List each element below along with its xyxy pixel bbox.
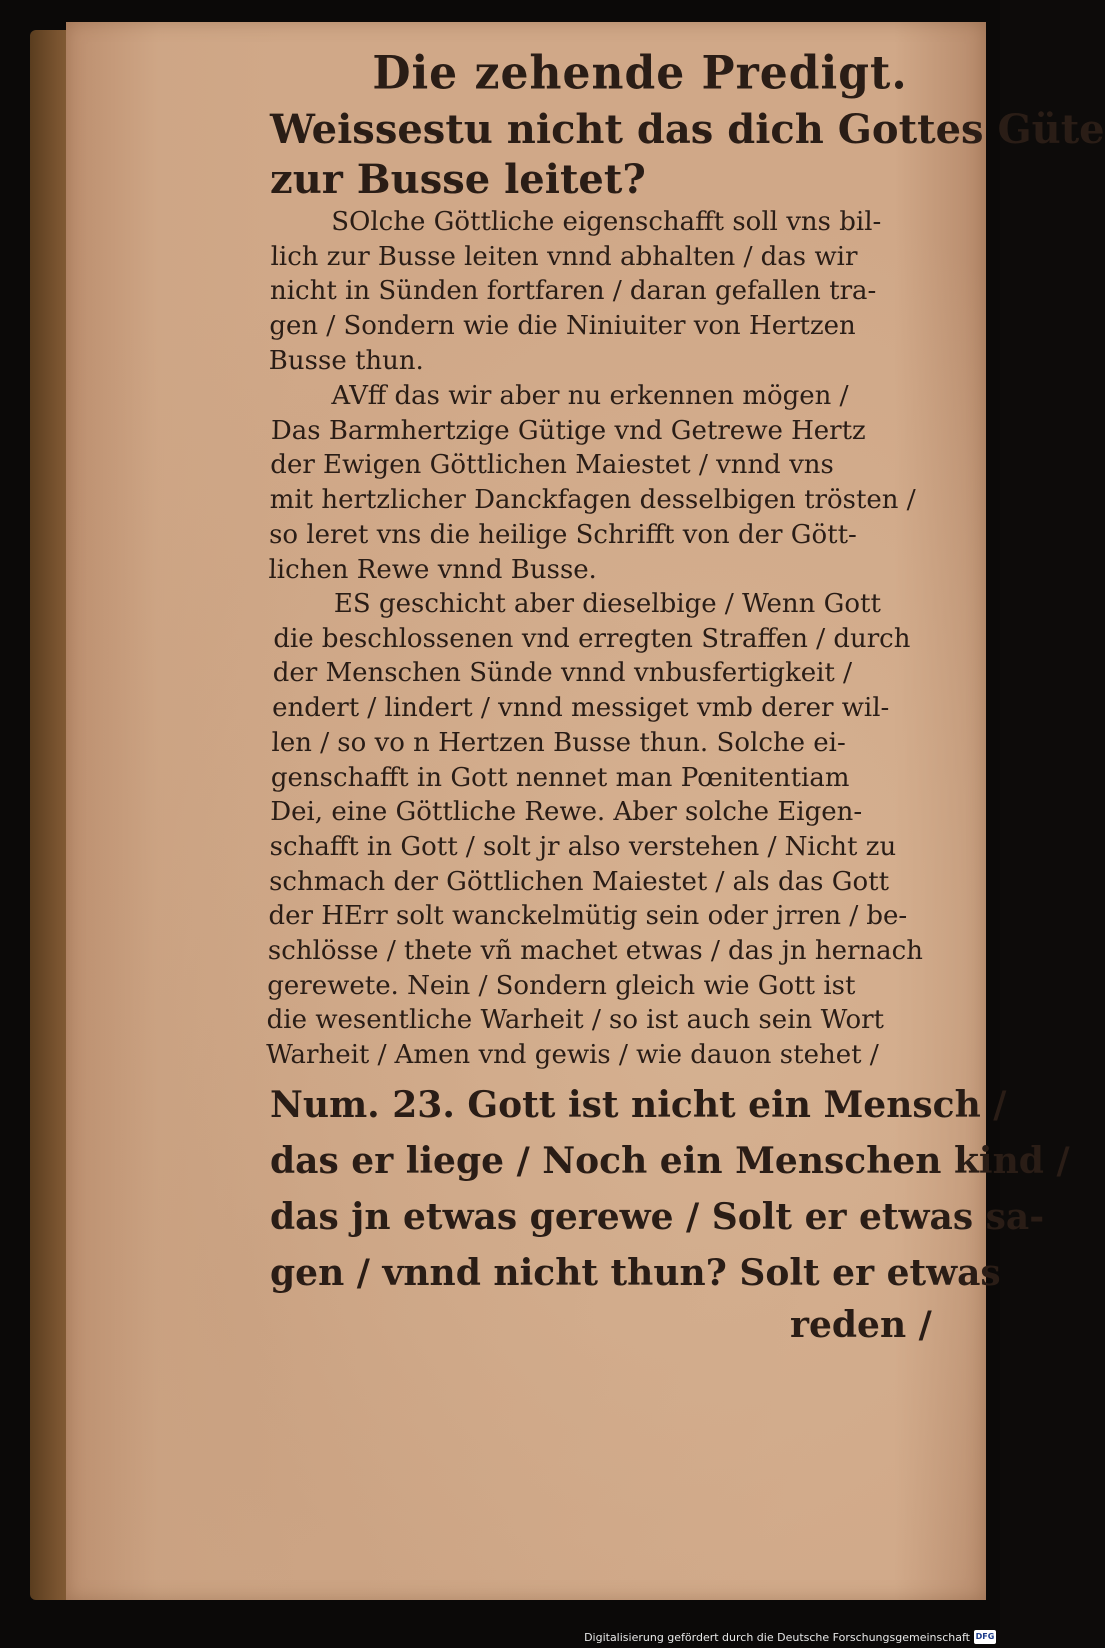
text-line: SOlche Göttliche eigenschafft soll vns bil-	[330, 207, 882, 237]
motto-line: Weissestu nicht das dich Gottes Güte	[270, 106, 1105, 153]
sermon-motto	[270, 105, 1105, 205]
text-line: der Menschen Sünde vnnd vnbusfertigkeit /	[272, 658, 853, 689]
scripture-quote	[270, 1077, 1070, 1301]
paragraph-3	[266, 587, 974, 1073]
quote-line: das jn etwas gerewe / Solt er etwas sa-	[270, 1195, 1045, 1238]
text-line: die wesentliche Warheit / so ist auch sein Wort	[266, 1005, 885, 1036]
text-line: lichen Rewe vnnd Busse.	[268, 554, 598, 585]
paragraph-1	[268, 205, 971, 379]
text-line: nicht in Sünden fortfaren / daran gefallen tra-	[269, 276, 877, 307]
digitization-credit: Digitalisierung gefördert durch die Deutsche Forschungsgemeinschaft	[584, 1631, 970, 1644]
text-line: schmach der Göttlichen Maiestet / als das Gott	[268, 866, 890, 897]
quote-line: gen / vnnd nicht thun? Solt er etwas	[270, 1251, 1001, 1294]
catchword: reden /	[790, 1304, 932, 1346]
paragraph-2	[268, 379, 972, 587]
dfg-logo-icon: DFG	[974, 1630, 996, 1644]
text-line: Busse thun.	[268, 345, 425, 376]
text-line: Warheit / Amen vnd gewis / wie dauon stehet /	[265, 1039, 879, 1070]
text-line: schafft in Gott / solt jr also verstehen / Nicht zu	[269, 831, 897, 862]
text-line: len / so vo n Hertzen Busse thun. Solche ei-	[271, 727, 847, 758]
motto-line: zur Busse leitet?	[270, 156, 646, 203]
running-title: Die zehende Predigt.	[372, 46, 908, 101]
text-line: Das Barmhertzige Gütige vnd Getrewe Hertz	[270, 415, 867, 446]
text-line: die beschlossenen vnd erregten Straffen / durch	[273, 623, 911, 654]
text-line: Dei, eine Göttliche Rewe. Aber solche Eigen-	[270, 796, 863, 827]
text-line: genschafft in Gott nennet man Pœnitentiam	[270, 762, 850, 793]
text-line: ES geschicht aber dieselbige / Wenn Gott	[333, 588, 882, 619]
text-line: so leret vns die heilige Schrifft von der Gött-	[268, 519, 858, 550]
page-text-block	[265, 46, 1105, 1301]
text-line: gen / Sondern wie die Niniuiter von Hertzen	[269, 311, 857, 342]
text-line: AVff das wir aber nu erkennen mögen /	[331, 380, 849, 411]
text-line: mit hertzlicher Danckfagen desselbigen trösten /	[269, 484, 916, 515]
text-line: lich zur Busse leiten vnnd abhalten / das wir	[270, 241, 858, 272]
quote-line: Num. 23. Gott ist nicht ein Mensch /	[270, 1083, 1007, 1126]
text-line: gerewete. Nein / Sondern gleich wie Gott ist	[267, 970, 856, 1001]
quote-line: das er liege / Noch ein Menschen kind /	[270, 1139, 1070, 1182]
text-line: schlösse / thete vñ machet etwas / das jn hernach	[267, 935, 924, 966]
text-line: der HErr solt wanckelmütig sein oder jrren / be-	[268, 901, 908, 932]
text-line: endert / lindert / vnnd messiget vmb derer wil-	[271, 692, 890, 723]
text-line: der Ewigen Göttlichen Maiestet / vnnd vns	[270, 449, 835, 480]
